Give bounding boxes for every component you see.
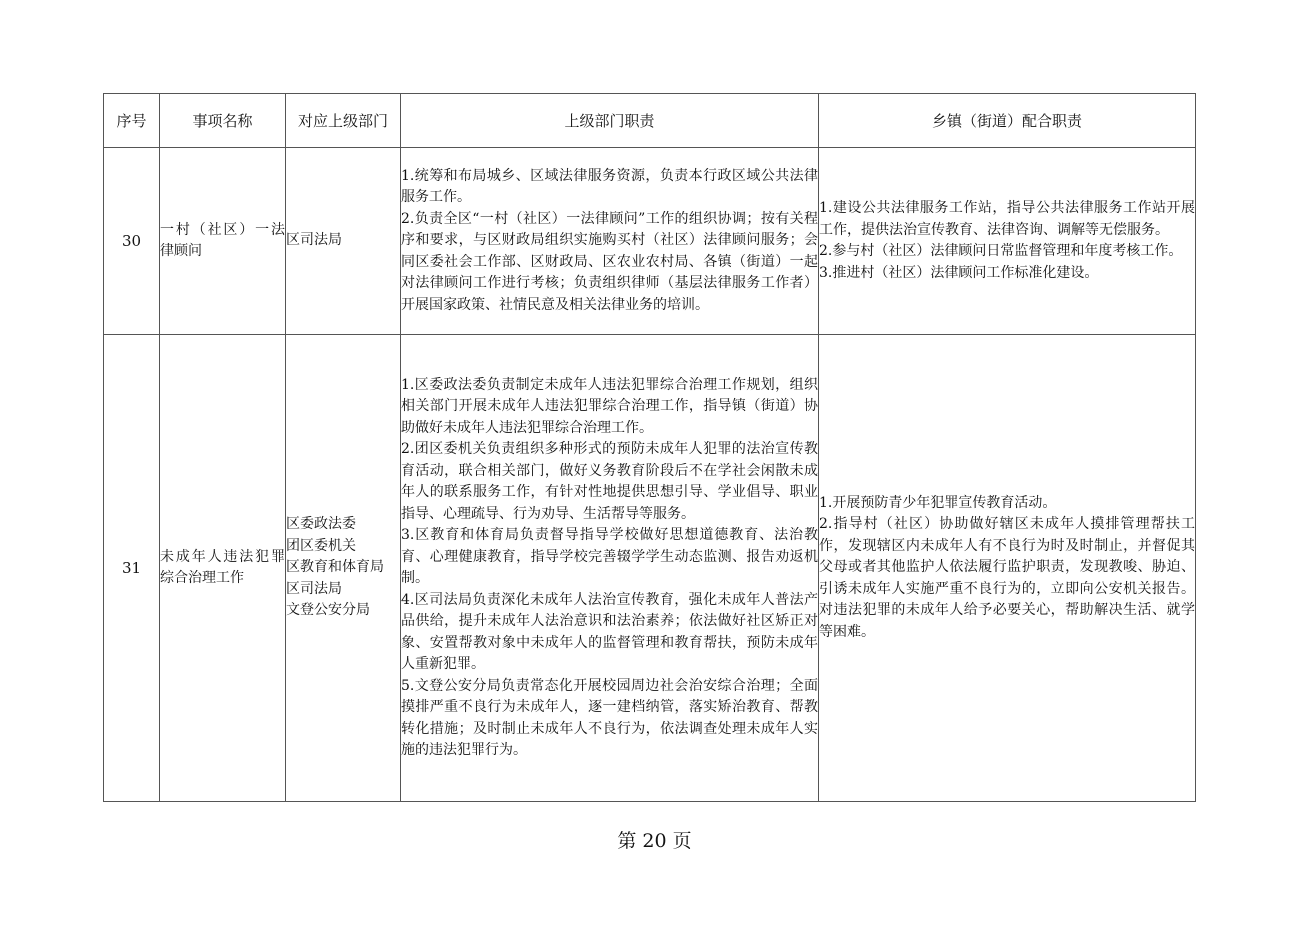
row-number: 30: [104, 148, 160, 335]
row-departments: [286, 335, 401, 802]
cooperation-paragraph: 1.开展预防青少年犯罪宣传教育活动。: [819, 494, 1057, 511]
department-name: 文登公安分局: [286, 602, 370, 619]
duty-paragraph: 3.区教育和体育局负责督导指导学校做好思想道德教育、法治教育、心理健康教育，指导学校完善辍学学生动态监测、报告劝返机制。: [401, 527, 818, 586]
department-name: 区教育和体育局: [286, 559, 384, 576]
row-departments: [286, 148, 401, 335]
duty-paragraph: 4.区司法局负责深化未成年人法治宣传教育，强化未成年人普法产品供给，提升未成年人法治意识和法治素养；依法做好社区矫正对象、安置帮教对象中未成年人的监督管理和教育帮扶，预防未成年人重新犯罪。: [401, 591, 818, 672]
duty-paragraph: 5.文登公安分局负责常态化开展校园周边社会治安综合治理；全面摸排严重不良行为未成年人，逐一建档纳管，落实矫治教育、帮教转化措施；及时制止未成年人不良行为，依法调查处理未成年人实施的违法犯罪行为。: [401, 677, 818, 758]
row-township-duties: [819, 148, 1196, 335]
row-superior-duties: [401, 148, 819, 335]
row-township-duties: [819, 335, 1196, 802]
header-department: 对应上级部门: [286, 94, 401, 148]
row-number: 31: [104, 335, 160, 802]
page-number: 第 20 页: [617, 830, 692, 852]
cooperation-paragraph: 1.建设公共法律服务工作站，指导公共法律服务工作站开展工作，提供法治宣传教育、法律咨询、调解等无偿服务。: [819, 200, 1195, 238]
cooperation-paragraph: 2.指导村（社区）协助做好辖区未成年人摸排管理帮扶工作，发现辖区内未成年人有不良行为时及时制止，并督促其父母或者其他监护人依法履行监护职责，发现教唆、胁迫、引诱未成年人实施严重不良行为的，立即向公安机关报告。对违法犯罪的未成年人给予必要关心，帮助解决生活、就学等困难。: [819, 516, 1195, 640]
row-superior-duties: [401, 335, 819, 802]
table-row: [104, 148, 1196, 335]
header-township-duties: 乡镇（街道）配合职责: [819, 94, 1196, 148]
responsibility-table: [103, 93, 1196, 802]
duty-paragraph: 1.统筹和布局城乡、区域法律服务资源，负责本行政区域公共法律服务工作。: [401, 167, 818, 206]
row-item-name: 一村（社区）一法律顾问: [160, 148, 286, 335]
row-item-name: 未成年人违法犯罪综合治理工作: [160, 335, 286, 802]
header-superior-duties: 上级部门职责: [401, 94, 819, 148]
table-header-row: [104, 94, 1196, 148]
department-name: 区司法局: [286, 580, 342, 597]
cooperation-paragraph: 2.参与村（社区）法律顾问日常监督管理和年度考核工作。: [819, 243, 1183, 259]
header-number: 序号: [104, 94, 160, 148]
cooperation-paragraph: 3.推进村（社区）法律顾问工作标准化建设。: [819, 264, 1099, 281]
duty-paragraph: 2.负责全区“一村（社区）一法律顾问”工作的组织协调；按有关程序和要求，与区财政局组织实施购买村（社区）法律顾问服务；会同区委社会工作部、区财政局、区农业农村局、各镇（街道）一起对法律顾问工作进行考核；负责组织律师（基层法律服务工作者）开展国家政策、社情民意及相关法律业务的培训。: [401, 210, 818, 313]
department-name: 区委政法委: [286, 516, 356, 533]
duty-paragraph: 1.区委政法委负责制定未成年人违法犯罪综合治理工作规划，组织相关部门开展未成年人违法犯罪综合治理工作，指导镇（街道）协助做好未成年人违法犯罪综合治理工作。: [401, 376, 818, 436]
header-item-name: 事项名称: [160, 94, 286, 148]
department-name: 团区委机关: [286, 537, 356, 554]
duty-paragraph: 2.团区委机关负责组织多种形式的预防未成年人犯罪的法治宣传教育活动，联合相关部门，做好义务教育阶段后不在学社会闲散未成年人的联系服务工作，有针对性地提供思想引导、学业倡导、职业指导、心理疏导、行为劝导、生活帮导等服务。: [401, 441, 818, 522]
department-name: 区司法局: [286, 232, 342, 249]
table-row: [104, 335, 1196, 802]
page-footer: [0, 826, 1309, 853]
